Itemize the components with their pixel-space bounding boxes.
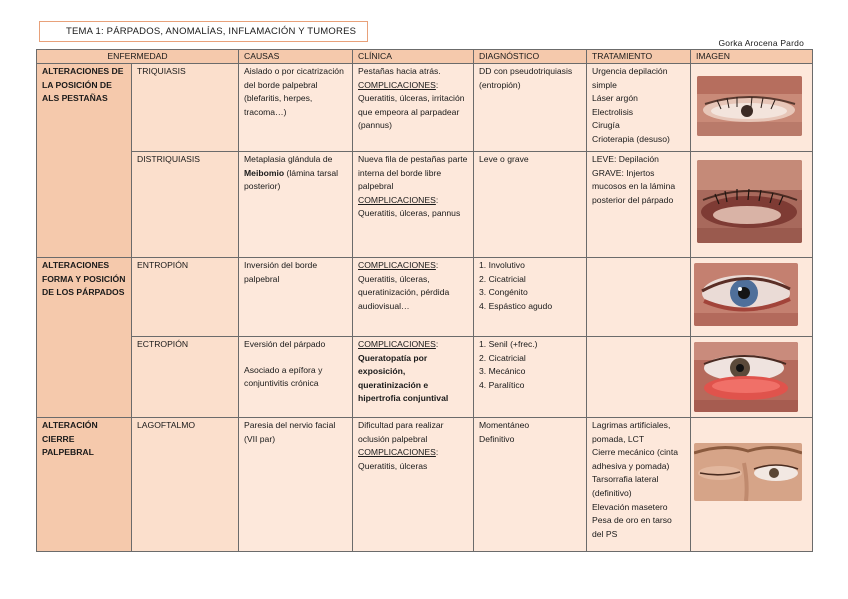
disease-name: ECTROPIÓN — [132, 337, 239, 418]
tratamiento-cell — [587, 152, 691, 258]
clinica-intro: Nueva fila de pestañas parte interna del borde libre palpebral — [358, 154, 468, 192]
imagen-cell — [691, 258, 813, 337]
header-row — [37, 50, 813, 64]
diagnostico-item: 4. Paralítico — [479, 379, 525, 390]
clinica-intro: Dificultad para realizar oclusión palpebral — [358, 420, 444, 444]
table-row — [37, 258, 813, 337]
column-header-tratamiento: TRATAMIENTO — [587, 50, 691, 64]
eyelashes-photo — [697, 76, 802, 136]
imagen-cell — [691, 64, 813, 152]
column-header-causas: CAUSAS — [239, 50, 353, 64]
table-row — [37, 64, 813, 152]
causas-cell — [239, 418, 353, 552]
diagnostico-item: Definitivo — [479, 433, 515, 444]
causas-cell: Aislado o por cicatrización del borde palpebral (blefaritis, herpes, tracoma…) — [239, 64, 353, 152]
clinica-cell: COMPLICACIONES: Queratitis, úlceras, queratinización, pérdida audiovisual… — [353, 258, 474, 337]
table-row — [37, 152, 813, 258]
imagen-cell — [691, 418, 813, 552]
clinica-text: Queratitis, úlceras, queratinización, pérdida audiovisual… — [358, 273, 450, 311]
complicaciones-label: COMPLICACIONES — [358, 447, 436, 458]
clinica-cell: Pestañas hacia atrás. COMPLICACIONES: Queratitis, úlceras, irritación que empeora al parpadear (pannus) — [353, 64, 474, 152]
clinica-text: Queratitis, úlceras, irritación que empeora al parpadear (pannus) — [358, 93, 465, 131]
complicaciones-label: COMPLICACIONES — [358, 260, 436, 270]
disease-name: ENTROPIÓN — [132, 258, 239, 337]
diagnostico-item: 3. Mecánico — [479, 366, 526, 377]
tratamiento-item: Urgencia depilación simple — [592, 66, 668, 90]
clinica-intro: Pestañas hacia atrás. — [358, 66, 441, 76]
tratamiento-item: LEVE: Depilación — [592, 154, 659, 164]
imagen-cell — [691, 152, 813, 258]
table-row — [37, 337, 813, 418]
tratamiento-cell — [587, 337, 691, 418]
disease-name: TRIQUIASIS — [132, 64, 239, 152]
document-title: TEMA 1: PÁRPADOS, ANOMALÍAS, INFLAMACIÓN Y TUMORES — [39, 21, 368, 42]
diagnostico-cell — [474, 337, 587, 418]
causas-extra: Asociado a epífora y conjuntivitis crónica — [244, 364, 323, 389]
causas-bold: Meibomio — [244, 167, 285, 178]
diagnostico-item: 3. Congénito — [479, 287, 528, 298]
diagnostico-cell: DD con pseudotriquiasis (entropión) — [474, 64, 587, 152]
group-label: ALTERACIONES DE LA POSICIÓN DE ALS PESTAÑAS — [37, 64, 132, 258]
complicaciones-label: COMPLICACIONES — [358, 194, 436, 205]
clinica-cell: COMPLICACIONES: Queratopatía por exposición, queratinización e hipertrofia conjuntival — [353, 337, 474, 418]
causas-text: Metaplasia glándula de — [244, 154, 333, 164]
group-label: ALTERACIÓN CIERRE PALPEBRAL — [37, 418, 132, 552]
column-header-enfermedad: ENFERMEDAD — [37, 50, 239, 64]
tratamiento-item: Pesa de oro en tarso del PS — [592, 515, 672, 539]
tratamiento-cell — [587, 64, 691, 152]
tratamiento-item: GRAVE: Injertos mucosos en la lámina posterior del párpado — [592, 167, 676, 205]
diagnostico-item: 1. Senil (+frec.) — [479, 339, 538, 349]
column-header-clinica: CLÍNICA — [353, 50, 474, 64]
imagen-cell — [691, 337, 813, 418]
diagnostico-item: 1. Involutivo — [479, 260, 525, 270]
column-header-imagen: IMAGEN — [691, 50, 813, 64]
tratamiento-item: Cierre mecánico (cinta adhesiva y pomada) — [592, 447, 678, 471]
tratamiento-item: Lagrimas artificiales, pomada, LCT — [592, 420, 671, 444]
causas-cell: Inversión del borde palpebral — [239, 258, 353, 337]
group-label: ALTERACIONES FORMA Y POSICIÓN DE LOS PÁRPADOS — [37, 258, 132, 418]
diagnostico-item: Momentáneo — [479, 420, 530, 430]
tratamiento-item: Crioterapia (desuso) — [592, 133, 670, 144]
entropion-photo — [694, 263, 798, 326]
causas-cell — [239, 152, 353, 258]
tratamiento-item: Electrolisis — [592, 106, 634, 117]
clinica-text: Queratitis, úlceras — [358, 460, 428, 471]
causas-cell — [239, 337, 353, 418]
clinica-text: Queratitis, úlceras, pannus — [358, 208, 461, 219]
clinica-cell: Nueva fila de pestañas parte interna del borde libre palpebral COMPLICACIONES: Queratitis, úlceras, pannus — [353, 152, 474, 258]
causas-text: Eversión del párpado — [244, 339, 326, 349]
eyelid-photo — [697, 160, 802, 243]
tratamiento-cell — [587, 258, 691, 337]
lagophthalmos-photo — [694, 443, 802, 501]
tratamiento-item: Láser argón — [592, 93, 638, 104]
column-header-diagnostico: DIAGNÓSTICO — [474, 50, 587, 64]
complicaciones-label: COMPLICACIONES — [358, 339, 436, 349]
causas-text: Paresia del nervio facial — [244, 420, 336, 430]
disease-table — [36, 49, 813, 552]
diagnostico-item: 4. Espástico agudo — [479, 300, 553, 311]
disease-name: LAGOFTALMO — [132, 418, 239, 552]
causas-extra: (VII par) — [244, 433, 276, 444]
clinica-bold: Queratopatía por exposición, queratinización e hipertrofia conjuntival — [358, 352, 449, 404]
diagnostico-cell: Leve o grave — [474, 152, 587, 258]
causas-text: (lámina tarsal posterior) — [244, 167, 339, 192]
diagnostico-cell — [474, 418, 587, 552]
diagnostico-item: 2. Cicatricial — [479, 352, 526, 363]
clinica-cell: Dificultad para realizar oclusión palpebral COMPLICACIONES: Queratitis, úlceras — [353, 418, 474, 552]
diagnostico-item: 2. Cicatricial — [479, 273, 526, 284]
diagnostico-cell — [474, 258, 587, 337]
tratamiento-item: Elevación masetero — [592, 501, 668, 512]
table-row — [37, 418, 813, 552]
ectropion-photo — [694, 342, 798, 412]
author-name: Gorka Arocena Pardo — [718, 38, 804, 48]
tratamiento-item: Tarsorrafia lateral (definitivo) — [592, 474, 659, 498]
complicaciones-label: COMPLICACIONES — [358, 79, 436, 90]
disease-name: DISTRIQUIASIS — [132, 152, 239, 258]
tratamiento-cell — [587, 418, 691, 552]
tratamiento-item: Cirugía — [592, 120, 620, 131]
